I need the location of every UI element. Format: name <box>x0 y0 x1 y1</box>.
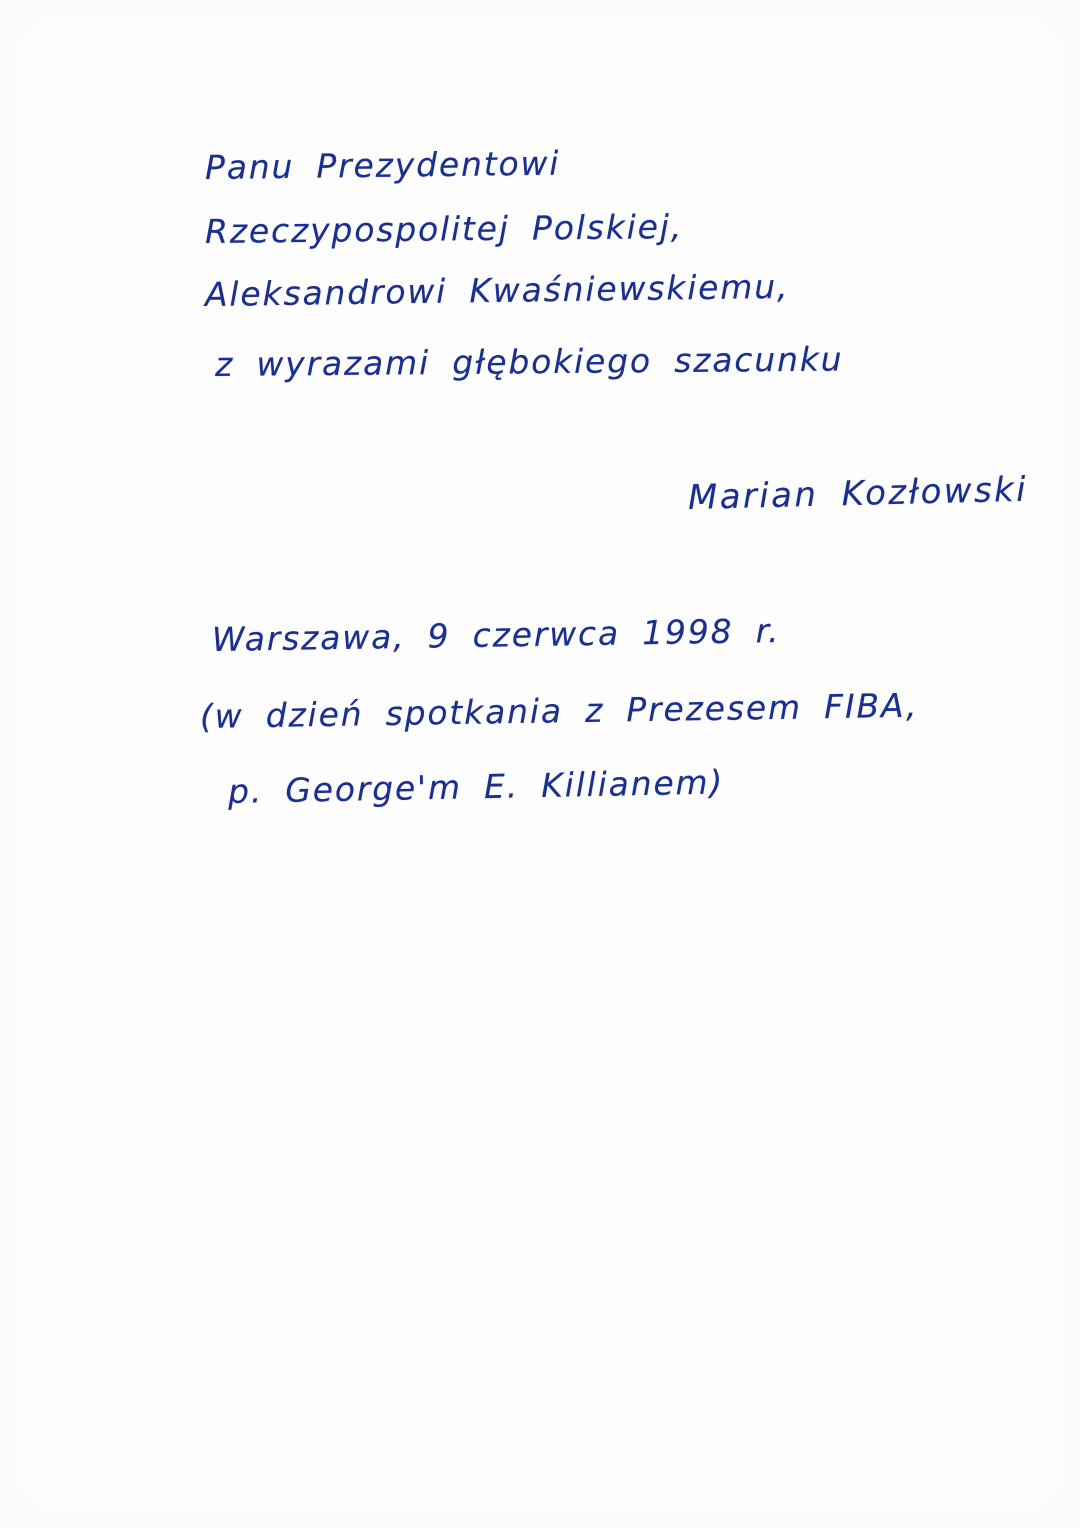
place-date-line-1: Warszawa, 9 czerwca 1998 r. <box>211 611 781 659</box>
address-line-2: Rzeczypospolitej Polskiej, <box>204 206 684 251</box>
place-date-line-2: (w dzień spotkania z Prezesem FIBA, <box>199 685 919 736</box>
address-line-4: z wyrazami głębokiego szacunku <box>214 339 844 384</box>
address-line-3: Aleksandrowi Kwaśniewskiemu, <box>204 266 790 314</box>
place-date-line-3: p. George'm E. Killianem) <box>227 762 725 811</box>
signature: Marian Kozłowski <box>687 469 1029 518</box>
address-line-1: Panu Prezydentowi <box>204 143 561 187</box>
